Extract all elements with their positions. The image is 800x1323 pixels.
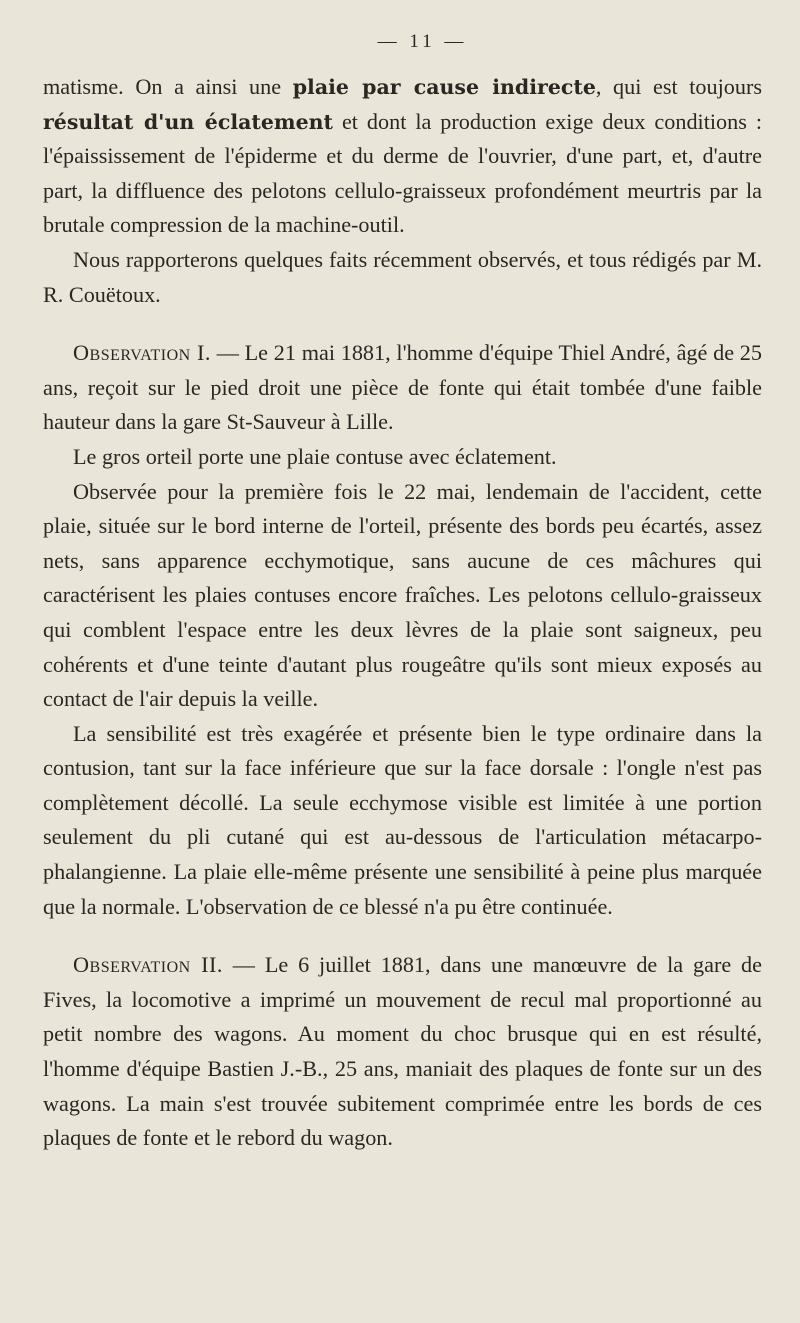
paragraph-text: — Le 6 juillet 1881, dans une manœuvre de la gare de Fives, la locomotive a imprimé un mouvement de recul mal proportionné au petit nombre des wagons. Au moment du choc brusque qui en est résulté, l'homme d'équipe Bastien J.-B., 25 ans, maniait des plaques de fonte sur un des wagons. La main s'est trouvée subitement comprimée entre les bords de ces plaques de fonte et le rebord du wagon. bbox=[43, 952, 762, 1151]
page-number: — 11 — bbox=[377, 31, 468, 52]
paragraph-text: Nous rapporterons quelques faits récemment observés, et tous rédigés par M. R. Couëtoux. bbox=[43, 246, 762, 307]
observation-label: Observation I. bbox=[73, 340, 211, 366]
paragraph-text: , qui est toujours bbox=[595, 74, 762, 99]
paragraph-observation-1-sensibility bbox=[43, 717, 762, 925]
emphasis-text: plaie par cause indirecte bbox=[292, 75, 596, 99]
paragraph-text: et dont la production exige deux conditions : l'épaississement de l'épiderme et du derme de l'ouvrier, d'une part, et, d'autre part, la diffluence des pelotons cellulo-graisseux profondément meurtris par la brutale compression de la machine-outil. bbox=[43, 108, 762, 238]
emphasis-text: résultat d'un éclatement bbox=[43, 109, 334, 134]
paragraph-observation-2 bbox=[43, 948, 762, 1156]
paragraph-text: Le gros orteil porte une plaie contuse avec éclatement. bbox=[73, 443, 557, 469]
paragraph-text: La sensibilité est très exagérée et présente bien le type ordinaire dans la contusion, tant sur la face inférieure que sur la face dorsale : l'ongle n'est pas complètement décollé. La seule ecchymose visible est limitée à une portion seulement du pli cutané qui est au-dessous de l'articulation métacarpo-phalangienne. La plaie elle-même présente une sensibilité à peine plus marquée que la normale. L'observation de ce blessé n'a pu être continuée. bbox=[43, 720, 762, 919]
paragraph-text: matisme. On a ainsi une bbox=[43, 74, 293, 99]
paragraph-observation-1-exam bbox=[43, 475, 762, 717]
paragraph-intro-facts bbox=[43, 243, 762, 312]
paragraph-observation-1 bbox=[43, 336, 762, 440]
paragraph-observation-1-wound bbox=[43, 440, 762, 475]
paragraph-conclusion bbox=[43, 70, 762, 243]
paragraph-text: — Le 21 mai 1881, l'homme d'équipe Thiel André, âgé de 25 ans, reçoit sur le pied droit une pièce de fonte qui était tombée d'une faible hauteur dans la gare St-Sauveur à Lille. bbox=[43, 340, 762, 435]
observation-label: Observation II. bbox=[73, 952, 223, 978]
paragraph-text: Observée pour la première fois le 22 mai, lendemain de l'accident, cette plaie, située sur le bord interne de l'orteil, présente des bords peu écartés, assez nets, sans apparence ecchymotique, sans aucune de ces mâchures qui caractérisent les plaies contuses encore fraîches. Les pelotons cellulo-graisseux qui comblent l'espace entre les deux lèvres de la plaie sont saigneux, peu cohérents et d'une teinte d'autant plus rougeâtre qu'ils sont mieux exposés au contact de l'air depuis la veille. bbox=[43, 478, 762, 712]
